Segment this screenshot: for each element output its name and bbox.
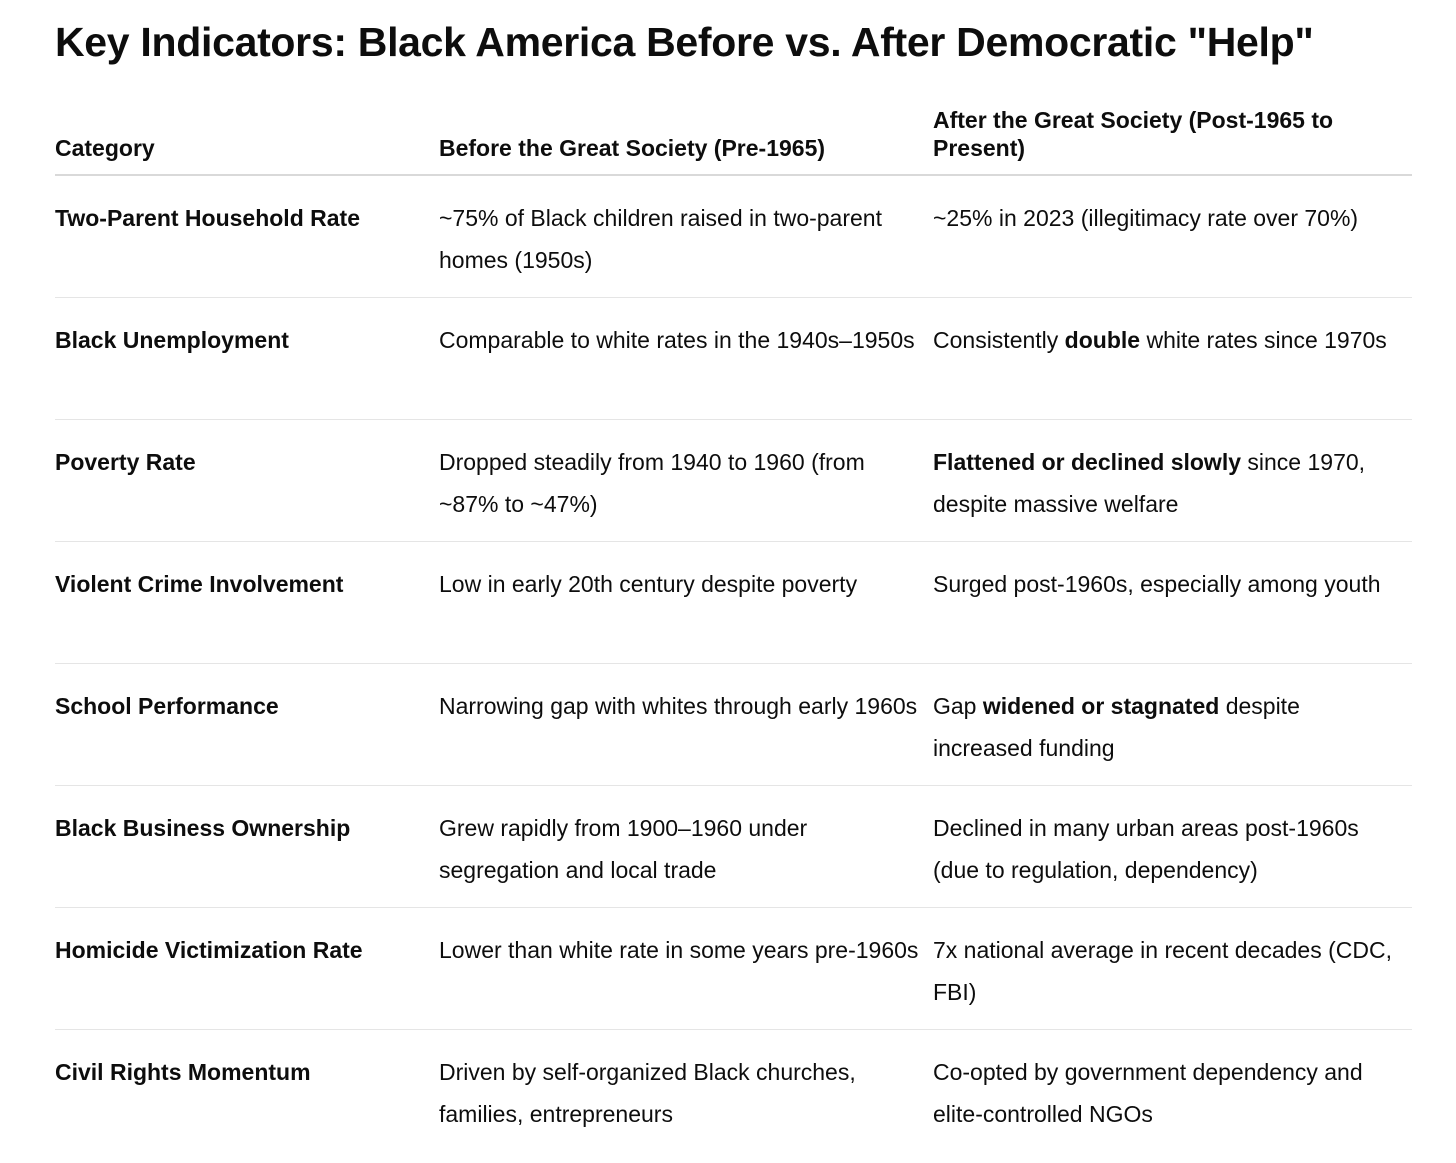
row-before: Lower than white rate in some years pre-1960s: [439, 937, 919, 963]
table-row: [55, 420, 1412, 542]
indicators-table: [55, 100, 1412, 1152]
table-row: [55, 1030, 1412, 1152]
row-category: Violent Crime Involvement: [55, 571, 344, 597]
header-category: Category: [55, 135, 155, 161]
row-before: Grew rapidly from 1900–1960 under segregation and local trade: [439, 815, 808, 883]
after-emphasis: double: [1064, 327, 1141, 353]
after-emphasis: widened or stagnated: [982, 693, 1220, 719]
after-text-tail: despite increased funding: [933, 693, 1300, 761]
after-text: 7x national average in recent decades (CDC, FBI): [933, 937, 1392, 1005]
table-row: [55, 908, 1412, 1030]
row-category: Homicide Victimization Rate: [55, 937, 363, 963]
row-before: Dropped steadily from 1940 to 1960 (from ~87% to ~47%): [439, 449, 865, 517]
after-text: Declined in many urban areas post-1960s (due to regulation, dependency): [933, 815, 1359, 883]
after-text: Co-opted by government dependency and elite-controlled NGOs: [933, 1059, 1363, 1127]
row-before: Driven by self-organized Black churches, families, entrepreneurs: [439, 1059, 856, 1127]
row-after: [933, 319, 1412, 419]
after-emphasis: Flattened or declined slowly: [933, 449, 1242, 475]
row-category: Poverty Rate: [55, 449, 196, 475]
row-after: [933, 929, 1412, 1029]
row-after: [933, 197, 1412, 297]
row-category: Black Business Ownership: [55, 815, 351, 841]
header-before: Before the Great Society (Pre-1965): [439, 135, 826, 161]
table-row: [55, 664, 1412, 786]
table-row: [55, 786, 1412, 908]
row-after: [933, 1051, 1412, 1152]
row-before: Low in early 20th century despite poverty: [439, 571, 858, 597]
row-category: Black Unemployment: [55, 327, 289, 353]
row-before: Narrowing gap with whites through early 1960s: [439, 693, 918, 719]
row-before: Comparable to white rates in the 1940s–1950s: [439, 327, 915, 353]
row-before: ~75% of Black children raised in two-parent homes (1950s): [439, 205, 882, 273]
after-text: Consistently: [933, 327, 1065, 353]
row-after: [933, 441, 1412, 541]
after-text-tail: since 1970, despite massive welfare: [933, 449, 1366, 517]
after-text: Gap: [933, 693, 983, 719]
row-after: [933, 807, 1412, 907]
row-category: Two-Parent Household Rate: [55, 205, 360, 231]
table-header: [55, 100, 1412, 176]
page-title: Key Indicators: Black America Before vs. After Democratic "Help": [55, 19, 1314, 65]
table-row: [55, 176, 1412, 298]
row-after: [933, 685, 1412, 785]
after-text: Surged post-1960s, especially among youth: [933, 571, 1381, 597]
row-category: School Performance: [55, 693, 279, 719]
after-text: ~25% in 2023 (illegitimacy rate over 70%): [933, 205, 1359, 231]
after-text-tail: white rates since 1970s: [1140, 327, 1387, 353]
row-category: Civil Rights Momentum: [55, 1059, 311, 1085]
table-row: [55, 298, 1412, 420]
row-after: [933, 563, 1412, 663]
header-after: After the Great Society (Post-1965 to Present): [933, 107, 1334, 161]
table-row: [55, 542, 1412, 664]
